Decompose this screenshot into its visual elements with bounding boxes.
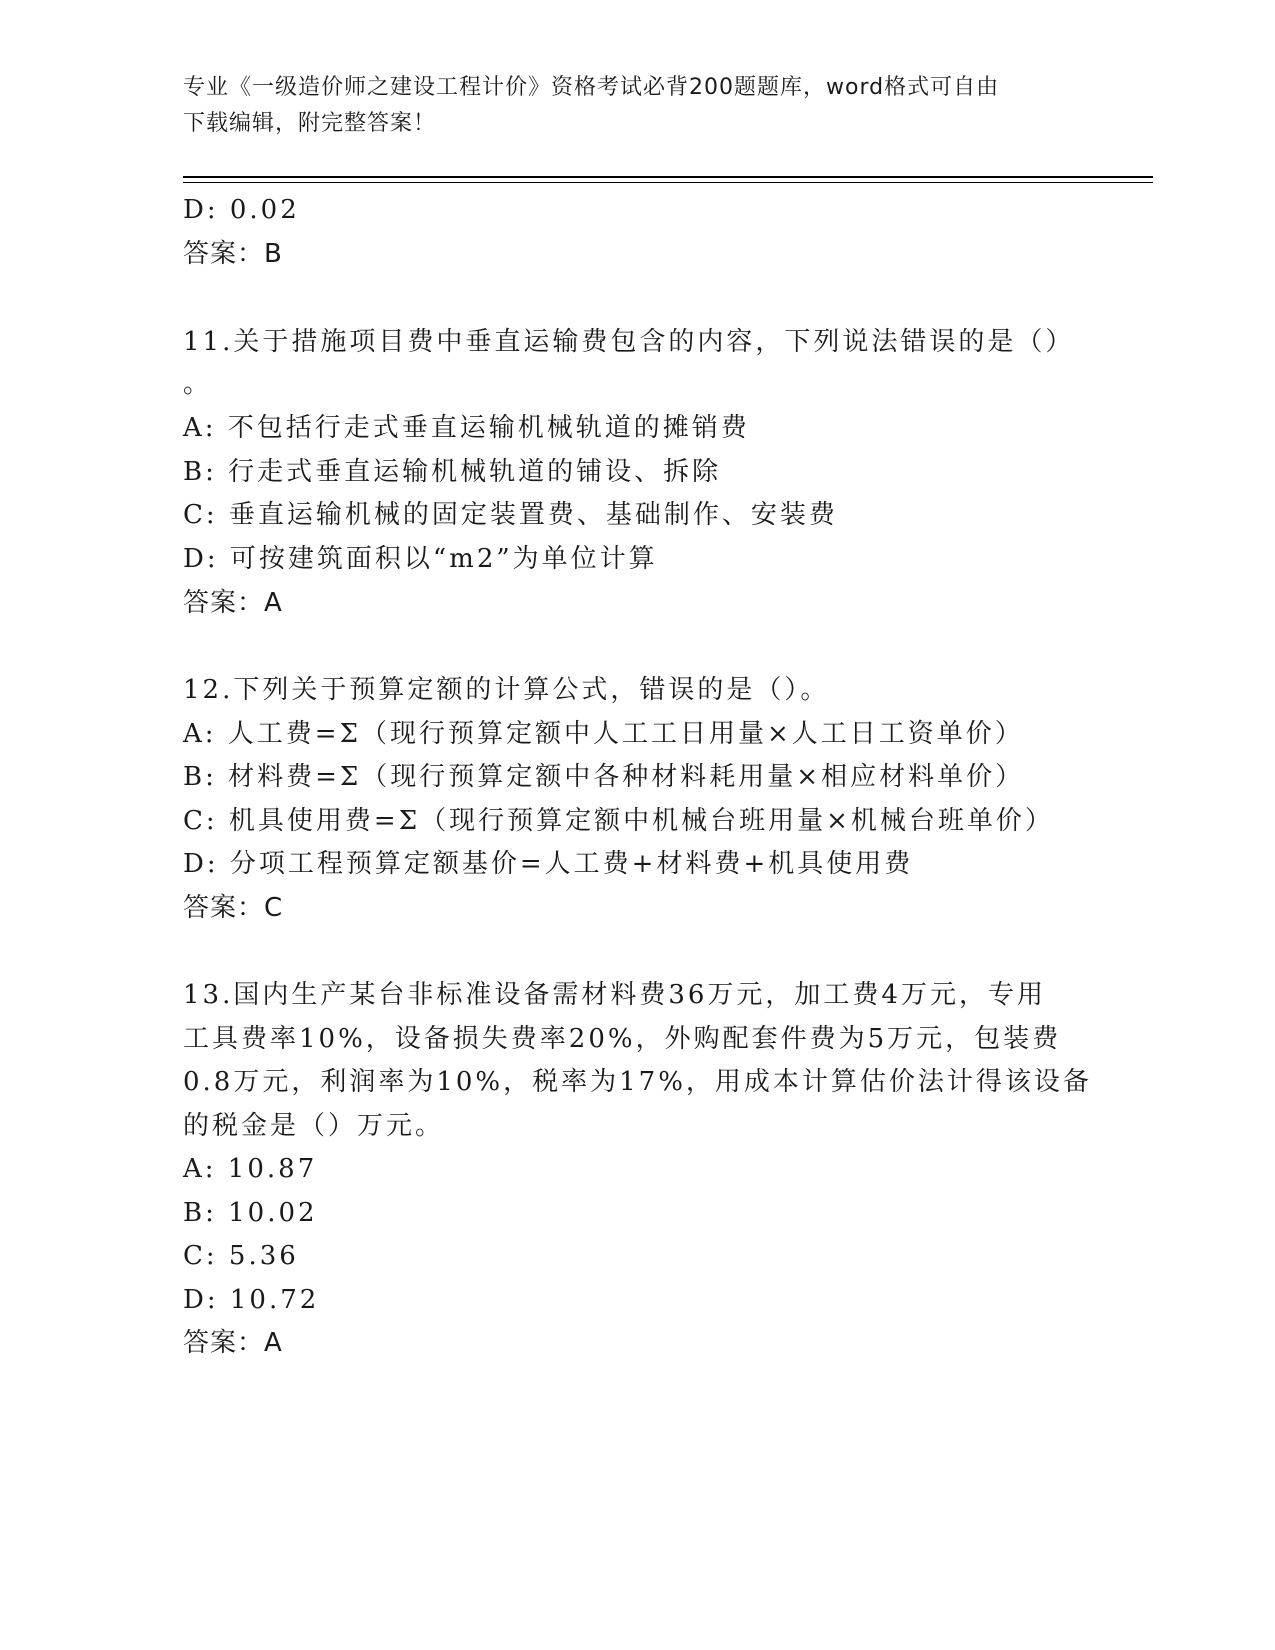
q12-option-b: B: 材料费=Σ（现行预算定额中各种材料耗用量×相应材料单价） — [183, 762, 1025, 792]
q13-answer: 答案：A — [183, 1328, 283, 1358]
q11-option-d: D: 可按建筑面积以“m2”为单位计算 — [183, 544, 658, 574]
q13-stem-line-2: 工具费率10%，设备损失费率20%，外购配套件费为5万元，包装费 — [183, 1024, 1062, 1054]
document-header — [183, 70, 1063, 142]
prev-question-answer: 答案：B — [183, 239, 283, 269]
header-divider-thin — [183, 182, 1153, 183]
q11-option-b: B: 行走式垂直运输机械轨道的铺设、拆除 — [183, 457, 722, 487]
q13-option-b: B: 10.02 — [183, 1198, 318, 1228]
q11-stem-line-2: 。 — [183, 369, 213, 399]
header-divider-thick — [183, 176, 1153, 178]
q13-option-a: A: 10.87 — [183, 1154, 318, 1184]
q11-answer: 答案：A — [183, 588, 283, 618]
header-line-2: 下载编辑，附完整答案！ — [183, 111, 437, 136]
q12-option-c: C: 机具使用费=Σ（现行预算定额中机械台班用量×机械台班单价） — [183, 806, 1054, 836]
q11-option-a: A: 不包括行走式垂直运输机械轨道的摊销费 — [183, 413, 750, 443]
q13-stem-line-4: 的税金是（）万元。 — [183, 1111, 445, 1141]
header-line-1: 专业《一级造价师之建设工程计价》资格考试必背200题题库，word格式可自由 — [183, 75, 1000, 100]
q13-option-c: C: 5.36 — [183, 1241, 299, 1271]
q11-option-c: C: 垂直运输机械的固定装置费、基础制作、安装费 — [183, 500, 838, 530]
q13-stem-line-1: 13.国内生产某台非标准设备需材料费36万元，加工费4万元，专用 — [183, 980, 1046, 1010]
q13-option-d: D: 10.72 — [183, 1285, 320, 1315]
q12-option-d: D: 分项工程预算定额基价=人工费+材料费+机具使用费 — [183, 849, 914, 879]
q11-stem-line-1: 11.关于措施项目费中垂直运输费包含的内容，下列说法错误的是（） — [183, 327, 1075, 357]
q12-option-a: A: 人工费=Σ（现行预算定额中人工工日用量×人工日工资单价） — [183, 719, 1024, 749]
q12-answer: 答案：C — [183, 893, 284, 923]
prev-question-option-d: D: 0.02 — [183, 195, 300, 225]
q12-stem-line-1: 12.下列关于预算定额的计算公式，错误的是（）。 — [183, 675, 830, 705]
q13-stem-line-3: 0.8万元，利润率为10%，税率为17%，用成本计算估价法计得该设备 — [183, 1067, 1092, 1097]
